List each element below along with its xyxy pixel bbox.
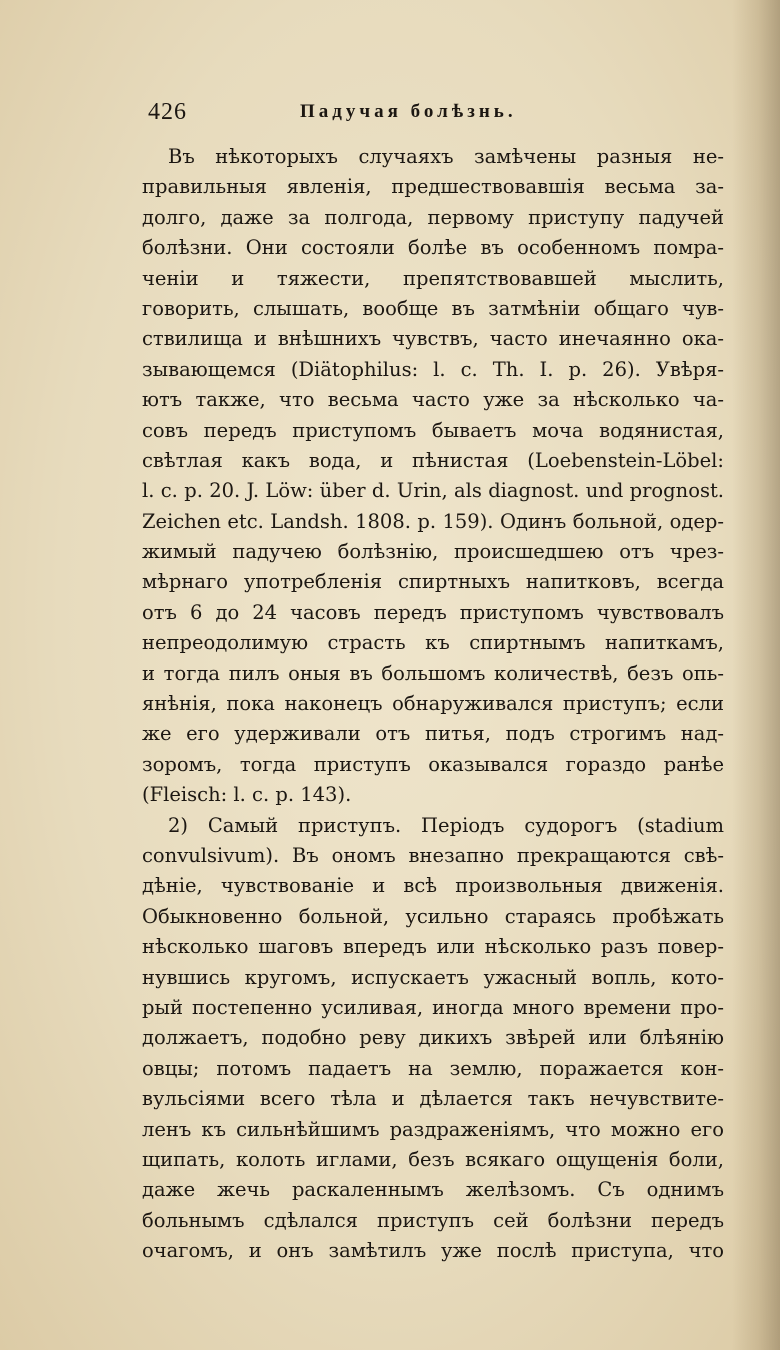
text-line: свѣтлая какъ вода, и пѣнистая (Loebenstein-Löbel: (142, 448, 724, 472)
text-line: даже жечь раскаленнымъ желѣзомъ. Съ однимъ (142, 1178, 724, 1202)
text-line: ютъ также, что весьма часто уже за нѣсколько ча- (142, 388, 724, 412)
text-line: Zeichen etc. Landsh. 1808. p. 159). Одинъ больной, одер- (142, 509, 724, 533)
page-gutter-shadow (732, 0, 780, 1350)
page-number: 426 (148, 99, 187, 125)
text-line: нувшись кругомъ, испускаетъ ужасный вопль, кото- (142, 965, 724, 989)
text-line: и тогда пилъ оныя въ большомъ количествѣ, безъ опь- (142, 661, 724, 685)
text-line: говорить, слышать, вообще въ затмѣніи общаго чув- (142, 296, 724, 320)
text-line: convulsivum). Въ ономъ внезапно прекращаются свѣ- (142, 843, 724, 867)
text-line: ленъ къ сильнѣйшимъ раздраженіямъ, что можно его (142, 1117, 724, 1141)
text-line: очагомъ, и онъ замѣтилъ уже послѣ приступа, что (142, 1239, 724, 1263)
text-line: дѣніе, чувствованіе и всѣ произвольныя движенія. (142, 874, 724, 898)
text-line: нѣсколько шаговъ впередъ или нѣсколько разъ повер- (142, 935, 724, 959)
text-line: l. c. p. 20. J. Löw: über d. Urin, als diagnost. und prognost. (142, 479, 724, 503)
text-line: непреодолимую страсть къ спиртнымъ напиткамъ, (142, 631, 724, 655)
text-line: ствилища и внѣшнихъ чувствъ, часто инечаянно ока- (142, 327, 724, 351)
page-header (148, 99, 723, 133)
text-line: овцы; потомъ падаетъ на землю, поражается кон- (142, 1056, 724, 1080)
text-line: долго, даже за полгода, первому приступу падучей (142, 205, 724, 229)
text-line: (Fleisch: l. c. p. 143). (142, 783, 352, 807)
text-line: болѣзни. Они состояли болѣе въ особенномъ помра- (142, 236, 724, 260)
body-text (142, 142, 724, 1266)
text-line: Обыкновенно больной, усильно стараясь пробѣжать (142, 904, 724, 928)
text-line: зоромъ, тогда приступъ оказывался гораздо ранѣе (142, 752, 724, 776)
text-line: янѣнія, пока наконецъ обнаруживался приступъ; если (142, 692, 724, 716)
text-line: должаетъ, подобно реву дикихъ звѣрей или блѣянію (142, 1026, 724, 1050)
text-line: отъ 6 до 24 часовъ передъ приступомъ чувствовалъ (142, 600, 724, 624)
text-line: зывающемся (Diätophilus: l. c. Th. I. p. 26). Увѣря- (142, 357, 724, 381)
text-line: 2) Самый приступъ. Періодъ судорогъ (stadium (168, 813, 724, 837)
text-line: вульсіями всего тѣла и дѣлается такъ нечувствите- (142, 1087, 724, 1111)
text-line: рый постепенно усиливая, иногда много времени про- (142, 995, 724, 1019)
text-line: же его удерживали отъ питья, подъ строгимъ над- (142, 722, 724, 746)
text-line: ченіи и тяжести, препятствовавшей мыслить, (142, 266, 724, 290)
running-title: Падучая болѣзнь. (300, 101, 517, 122)
text-line: мѣрнаго употребленія спиртныхъ напитковъ, всегда (142, 570, 724, 594)
text-line: больнымъ сдѣлался приступъ сей болѣзни передъ (142, 1208, 724, 1232)
text-line: жимый падучею болѣзнію, происшедшею отъ чрез- (142, 540, 724, 564)
text-line: щипать, колоть иглами, безъ всякаго ощущенія боли, (142, 1147, 724, 1171)
text-line: Въ нѣкоторыхъ случаяхъ замѣчены разныя не- (168, 145, 724, 168)
text-line: правильныя явленія, предшествовавшія весьма за- (142, 175, 724, 199)
text-line: совъ передъ приступомъ бываетъ моча водянистая, (142, 418, 724, 442)
